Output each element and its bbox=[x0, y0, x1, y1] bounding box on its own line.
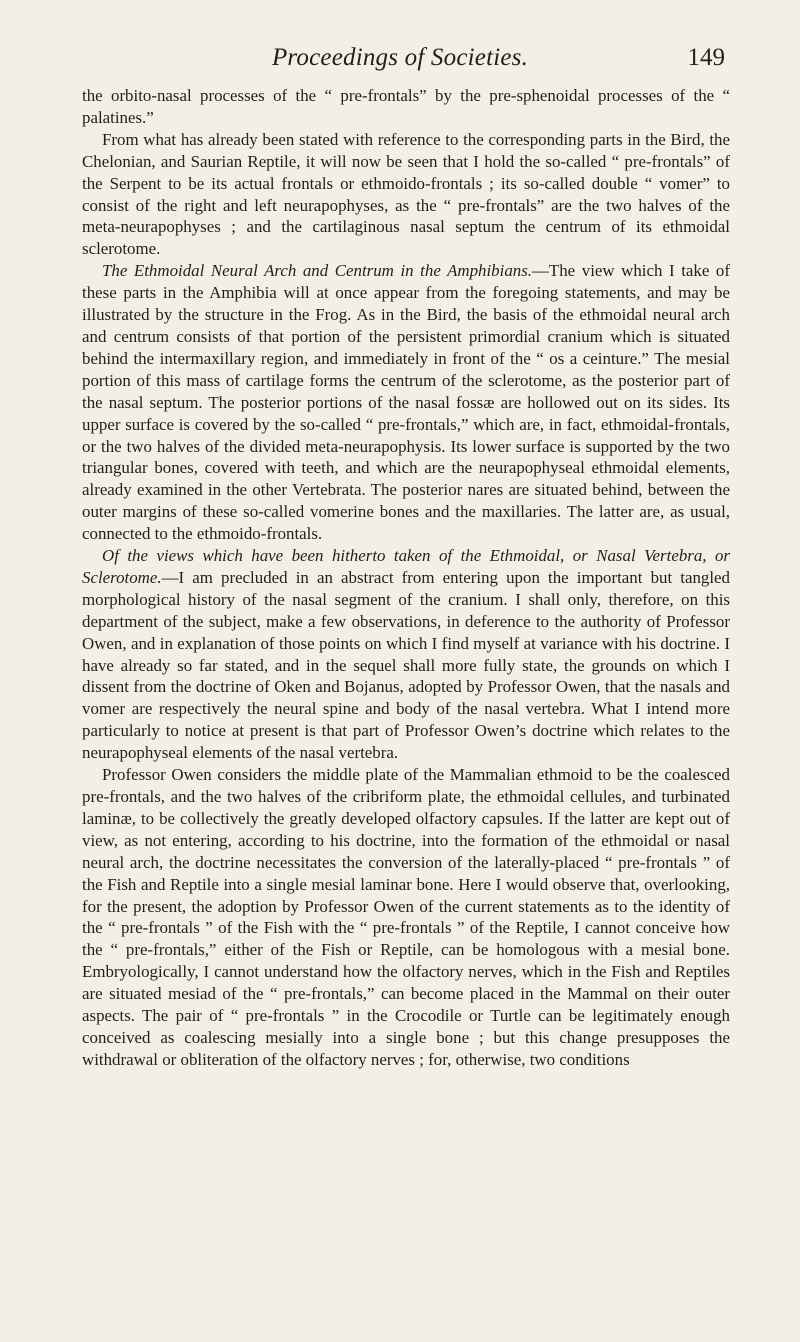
paragraph-text: —The view which I take of these parts in the Amphibia will at once appear from the foregoing statements, and may be illustrated by the structure in the Frog. As in the Bird, the basis of the ethmoidal neural arch and centrum consists of that portion of the persistent primordial cranium which is situated behind the intermaxillary region, and immediately in front of the “ os a ceinture.” The mesial portion of this mass of cartilage forms the centrum of the sclerotome, as the posterior part of the nasal septum. The posterior portions of the nasal fossæ are hollowed out on its sides. Its upper surface is covered by the so-called “ pre-frontals,” which are, in fact, ethmoidal-frontals, or the two halves of the divided meta-neurapophysis. Its lower surface is supported by the two triangular bones, covered with teeth, and which are the neurapophyseal ethmoidal elements, already examined in the other Vertebrata. The posterior nares are situated behind, between the outer margins of these so-called vomerine bones and the maxillaries. The latter are, as usual, connected to the ethmoido-frontals. bbox=[82, 261, 731, 544]
paragraph-serpent bbox=[82, 129, 730, 260]
paragraph-amphibians bbox=[82, 260, 730, 545]
paragraph-views bbox=[82, 545, 730, 764]
paragraph-text: From what has already been stated with reference to the corresponding parts in the Bird, the Chelonian, and Saurian Reptile, it will now be seen that I hold the so-called “ pre-frontals” of the Serpent to be its actual frontals or ethmoido-frontals ; its so-called double “ vomer” to consist of the right and left neurapophyses, as the “ pre-frontals” are the two halves of the meta-neurapophyses ; and the cartilaginous nasal septum the centrum of its ethmoidal sclerotome. bbox=[82, 129, 730, 259]
paragraph-owen bbox=[82, 764, 730, 1071]
paragraph-text: Professor Owen considers the middle plate of the Mammalian ethmoid to be the coalesced pre-frontals, and the two halves of the cribriform plate, the ethmoidal cellules, and turbinated laminæ, to be collectively the greatly developed olfactory capsules. If the latter are kept out of view, as not entering, according to his doctrine, into the formation of the ethmoidal or nasal neural arch, the doctrine necessitates the conversion of the laterally-placed “ pre-frontals ” of the Fish and Reptile into a single mesial laminar bone. Here I would observe that, overlooking, for the present, the adoption by Professor Owen of the current statements as to the identity of the “ pre-frontals ” of the Fish with the “ pre-frontals ” of the Reptile, I cannot conceive how the “ pre-frontals,” either of the Fish or Reptile, can be homologous with a mesial bone. Embryologically, I cannot understand how the olfactory nerves, which in the Fish and Reptiles are situated mesiad of the “ pre-frontals,” can become placed in the Mammal on their outer aspects. The pair of “ pre-frontals ” in the Crocodile or Turtle can be legitimately enough conceived as coalescing mesially into a single bone ; but this change presupposes the withdrawal or obliteration of the olfactory nerves ; for, otherwise, two conditions bbox=[82, 765, 730, 1069]
paragraph-text: the orbito-nasal processes of the “ pre-frontals” by the pre-sphenoidal processes of the “ palatines.” bbox=[82, 86, 730, 127]
running-title: Proceedings of Societies. bbox=[271, 44, 529, 71]
section-heading: The Ethmoidal Neural Arch and Centrum in the Amphibians. bbox=[102, 261, 533, 281]
running-header bbox=[0, 44, 800, 72]
page-number: 149 bbox=[687, 44, 725, 71]
body-text bbox=[82, 85, 730, 1071]
paragraph-text: —I am precluded in an abstract from entering upon the important but tangled morphological history of the nasal segment of the cranium. I shall only, therefore, on this department of the subject, make a few observations, in deference to the authority of Professor Owen, and in explanation of those points on which I find myself at variance with his doctrine. I have already so far stated, and in the sequel shall more fully state, the grounds on which I dissent from the doctrine of Oken and Bojanus, adopted by Professor Owen, that the nasals and vomer are respectively the neural spine and body of the nasal vertebra. What I intend more particularly to notice at present is that part of Professor Owen’s doctrine which relates to the neurapophyseal elements of the nasal vertebra. bbox=[82, 567, 730, 763]
section-heading: Of the views which have been hitherto taken of the Ethmoidal, or Nasal Vertebra, or Sclerotome. bbox=[82, 546, 730, 587]
paragraph-continuation bbox=[82, 85, 730, 129]
